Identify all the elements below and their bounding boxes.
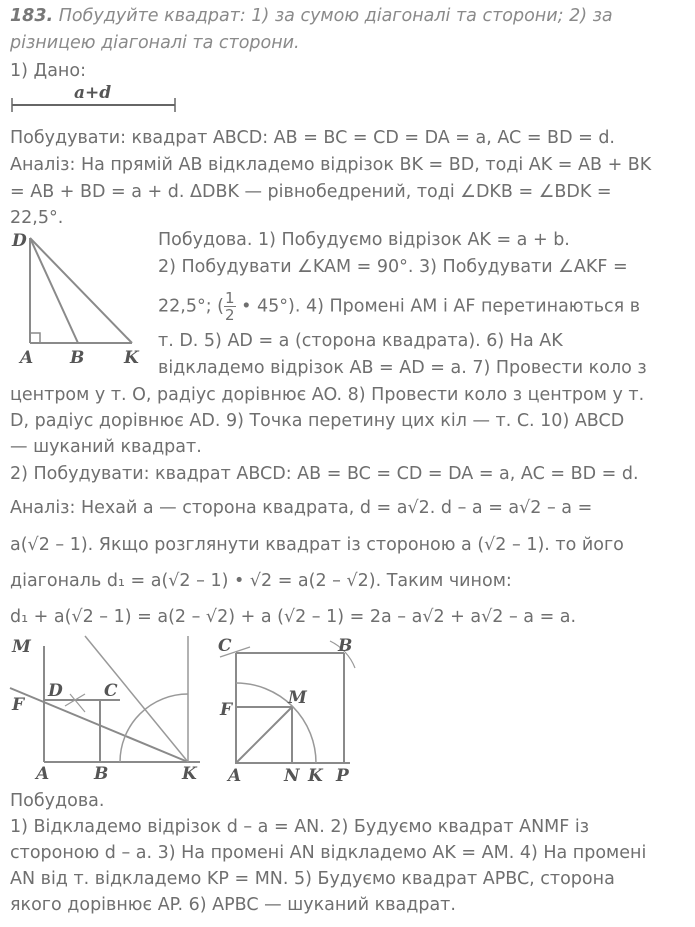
title-line-2: різницею діагоналі та сторони.: [10, 33, 300, 53]
c1-line-5: відкладемо відрізок AB = AD = a. 7) Провести коло з: [158, 358, 647, 378]
segment-label: a+d: [74, 83, 112, 103]
label2-M: M: [12, 637, 31, 657]
c2-title: Побудова.: [10, 791, 105, 811]
label2-C: C: [104, 681, 118, 701]
c1-line-4: т. D. 5) AD = a (сторона квадрата). 6) На AK: [158, 331, 563, 351]
c1-line-2a: 22,5°; (: [158, 296, 225, 317]
label3-A: A: [228, 766, 242, 786]
problem-number: 183.: [10, 6, 54, 26]
c2-line-3: якого дорівнює AP. 6) APBC — шуканий квадрат.: [10, 895, 456, 915]
problem-title: [10, 4, 613, 28]
given-segment: [10, 80, 180, 116]
p2-line-3: діагональ d₁ = a(√2 – 1) • √2 = a(2 – √2). Таким чином:: [10, 571, 512, 591]
p2-line-0: 2) Побудувати: квадрат ABCD: AB = BC = CD = DA = a, AC = BD = d.: [10, 464, 639, 484]
c2-line-2: AN від т. відкладемо KP = MN. 5) Будуємо квадрат APBC, сторона: [10, 869, 615, 889]
c1-line-8: — шуканий квадрат.: [10, 437, 202, 457]
label2-A: A: [36, 764, 50, 784]
title-line-1: Побудуйте квадрат: 1) за сумою діагоналі та сторони; 2) за: [58, 6, 613, 26]
label2-F: F: [12, 695, 25, 715]
frac-bottom: 2: [225, 306, 235, 324]
c1-line-2b: • 45°). 4) Промені AM і AF перетинаються в: [235, 296, 641, 317]
label3-K: K: [308, 766, 323, 786]
c1-line-0: Побудова. 1) Побудуємо відрізок AK = a + b.: [158, 230, 570, 250]
p1-line-1: Аналіз: На прямій AB відкладемо відрізок BK = BD, тоді AK = AB + BK: [10, 155, 652, 175]
p2-line-1: Аналіз: Нехай a — сторона квадрата, d = a√2. d – a = a√2 – a =: [10, 498, 593, 518]
c2-line-1: стороною d – a. 3) На промені AN відкладемо AK = AM. 4) На промені: [10, 843, 647, 863]
c2-line-0: 1) Відкладемо відрізок d – a = AN. 2) Будуємо квадрат ANMF із: [10, 817, 590, 837]
label3-M: M: [288, 688, 307, 708]
given-label: 1) Дано:: [10, 61, 86, 81]
label3-F: F: [220, 700, 233, 720]
figure-construction-left: [10, 636, 210, 786]
label2-D: D: [48, 681, 63, 701]
label-B: B: [70, 348, 85, 368]
label3-P: P: [336, 766, 349, 786]
p1-line-2: = AB + BD = a + d. ΔDBK — рівнобедрений, тоді ∠DKB = ∠BDK =: [10, 182, 612, 202]
fraction-half: [224, 290, 236, 323]
label-D: D: [12, 231, 27, 251]
label-K: K: [124, 348, 139, 368]
p2-line-2: a(√2 – 1). Якщо розглянути квадрат із стороною a (√2 – 1). то його: [10, 535, 624, 555]
label-A: A: [20, 348, 34, 368]
p1-line-3: 22,5°.: [10, 208, 64, 228]
label3-N: N: [284, 766, 300, 786]
c1-line-7: D, радіус дорівнює AD. 9) Точка перетину цих кіл — т. C. 10) ABCD: [10, 411, 625, 431]
label2-K: K: [182, 764, 197, 784]
c1-line-1: 2) Побудувати ∠KAM = 90°. 3) Побудувати ∠AKF =: [158, 257, 628, 277]
c1-line-2: [158, 290, 640, 323]
p2-line-4: d₁ + a(√2 – 1) = a(2 – √2) + a (√2 – 1) = 2a – a√2 + a√2 – a = a.: [10, 607, 577, 627]
label3-B: B: [338, 636, 353, 656]
p1-line-0: Побудувати: квадрат ABCD: AB = BC = CD = DA = a, AC = BD = d.: [10, 128, 615, 148]
c1-line-6: центром у т. O, радіус дорівнює AO. 8) Провести коло з центром у т.: [10, 385, 645, 405]
frac-top: 1: [225, 289, 235, 307]
label3-C: C: [218, 636, 232, 656]
figure-construction-right: [210, 633, 370, 785]
label2-B: B: [94, 764, 109, 784]
figure-triangle: [10, 228, 160, 368]
